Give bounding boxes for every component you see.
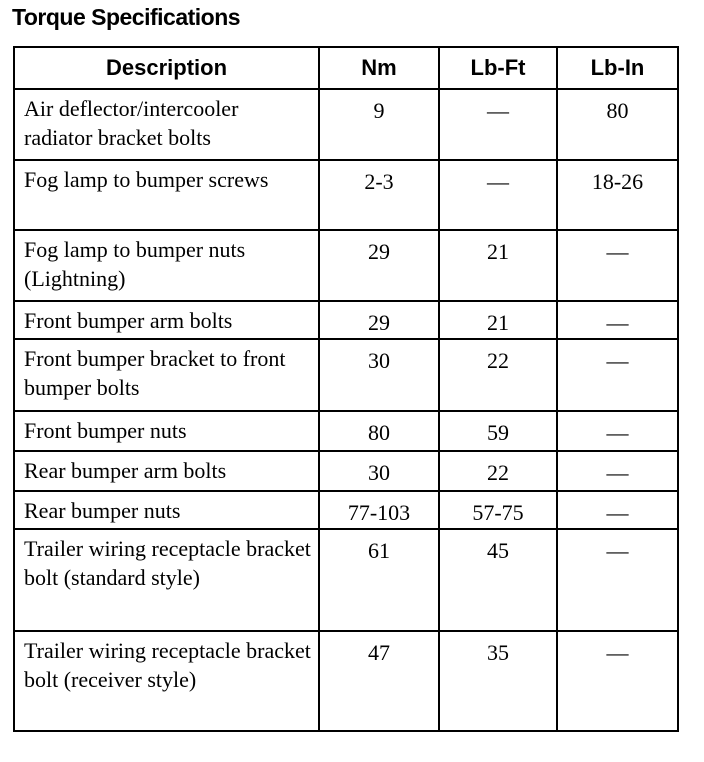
row-lbft: 35 [439,631,557,731]
row-lbin: — [557,411,678,451]
torque-spec-table [13,46,679,732]
row-nm: 47 [319,631,439,731]
row-lbft: — [439,160,557,230]
row-lbft: 45 [439,529,557,631]
row-lbin: — [557,339,678,411]
table-row [14,491,678,529]
table-row [14,89,678,160]
row-nm: 29 [319,301,439,339]
row-lbft: 21 [439,230,557,301]
row-nm: 2-3 [319,160,439,230]
row-nm: 30 [319,451,439,491]
row-nm: 29 [319,230,439,301]
header-lbft: Lb-Ft [439,47,557,89]
table-header-row [14,47,678,89]
row-lbin: — [557,451,678,491]
row-description: Rear bumper nuts [14,491,319,529]
table-row [14,529,678,631]
table-row [14,230,678,301]
row-lbin: — [557,301,678,339]
row-lbft: — [439,89,557,160]
row-nm: 77-103 [319,491,439,529]
table-row [14,631,678,731]
row-nm: 61 [319,529,439,631]
row-lbin: — [557,631,678,731]
row-description: Air deflector/intercooler radiator bracket bolts [14,89,319,160]
row-lbft: 59 [439,411,557,451]
table-row [14,411,678,451]
row-description: Trailer wiring receptacle bracket bolt (standard style) [14,529,319,631]
row-lbin: 80 [557,89,678,160]
page-title: Torque Specifications [12,4,241,30]
header-lbin: Lb-In [557,47,678,89]
row-lbft: 57-75 [439,491,557,529]
row-lbin: 18-26 [557,160,678,230]
row-description: Front bumper arm bolts [14,301,319,339]
row-description: Fog lamp to bumper nuts (Lightning) [14,230,319,301]
table-row [14,301,678,339]
row-description: Fog lamp to bumper screws [14,160,319,230]
row-nm: 30 [319,339,439,411]
row-nm: 9 [319,89,439,160]
row-lbft: 22 [439,339,557,411]
row-lbft: 22 [439,451,557,491]
row-lbin: — [557,230,678,301]
row-lbft: 21 [439,301,557,339]
row-lbin: — [557,529,678,631]
table-row [14,339,678,411]
row-lbin: — [557,491,678,529]
row-description: Front bumper nuts [14,411,319,451]
table-row [14,451,678,491]
row-description: Front bumper bracket to front bumper bolts [14,339,319,411]
header-nm: Nm [319,47,439,89]
header-description: Description [14,47,319,89]
row-nm: 80 [319,411,439,451]
table-row [14,160,678,230]
row-description: Rear bumper arm bolts [14,451,319,491]
row-description: Trailer wiring receptacle bracket bolt (receiver style) [14,631,319,731]
